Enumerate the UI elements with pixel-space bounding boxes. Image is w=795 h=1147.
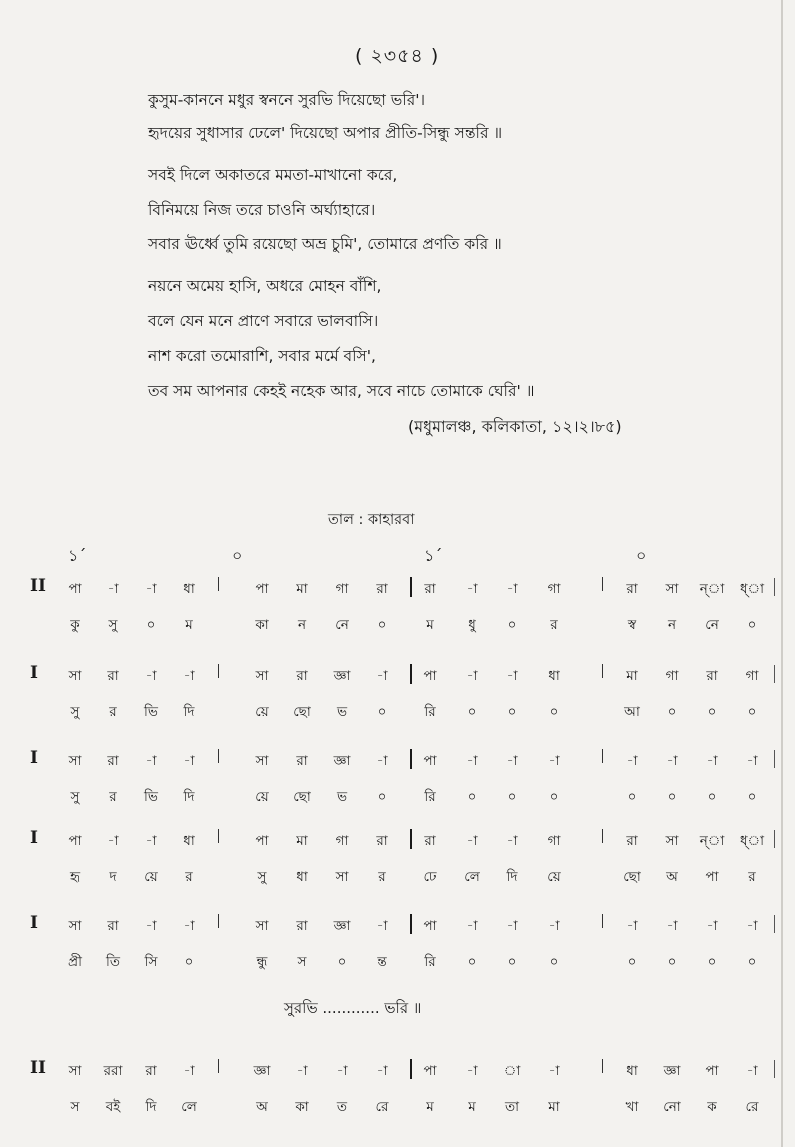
lyric-syllable: স: [70, 1099, 80, 1115]
swara-note: -া: [107, 581, 119, 597]
lyric-syllable: ০: [467, 954, 477, 970]
swara-note: জ্ঞা: [333, 918, 351, 934]
lyric-syllable: ০: [549, 789, 559, 805]
swara-note: -া: [548, 1063, 560, 1079]
swara-note: রা: [626, 833, 638, 849]
swara-note: পা: [423, 668, 437, 684]
lyric-syllable: ০: [549, 704, 559, 720]
swara-note: -া: [548, 918, 560, 934]
swara-note: ন্‌া: [699, 581, 725, 597]
swara-note: -া: [376, 918, 388, 934]
swara-note: সা: [665, 833, 679, 849]
lyric-syllable: রে: [375, 1099, 389, 1115]
bar-line: [218, 1059, 219, 1073]
lyric-syllable: লে: [181, 1099, 197, 1115]
lyric-syllable: ০: [747, 617, 757, 633]
swara-note: -া: [376, 668, 388, 684]
swara-row: [0, 750, 795, 774]
lyric-row: [0, 701, 795, 725]
swara-note: মা: [296, 833, 308, 849]
row-end-bar: [774, 915, 775, 933]
swara-note: -া: [746, 753, 758, 769]
swara-note: জ্ঞা: [333, 668, 351, 684]
lyric-syllable: ০: [507, 617, 517, 633]
lyric-syllable: ত: [336, 1099, 348, 1115]
row-start-marker: I: [30, 748, 38, 768]
lyric-syllable: ০: [747, 954, 757, 970]
swara-note: সা: [68, 753, 82, 769]
swara-note: -া: [626, 753, 638, 769]
lyric-syllable: সু: [70, 789, 80, 805]
swara-note: রা: [296, 668, 308, 684]
lyric-syllable: ০: [667, 789, 677, 805]
swara-note: -া: [145, 581, 157, 597]
swara-note: গা: [745, 668, 759, 684]
swara-row: [0, 665, 795, 689]
lyric-row: [0, 1096, 795, 1120]
swara-note: ধা: [183, 581, 195, 597]
bar-line: [410, 914, 412, 934]
lyric-syllable: প্রী: [68, 954, 82, 970]
swara-note: -া: [183, 753, 195, 769]
lyric-syllable: অ: [256, 1099, 268, 1115]
swara-note: -া: [376, 753, 388, 769]
bar-line: [602, 829, 603, 843]
lyric-syllable: র: [185, 869, 193, 885]
source-citation: (মধুমালঞ্চ, কলিকাতা, ১২।২।৮৫): [408, 417, 622, 436]
swara-note: সা: [255, 753, 269, 769]
lyric-syllable: ম: [185, 617, 193, 633]
lyric-syllable: কা: [295, 1099, 309, 1115]
lyric-syllable: ০: [667, 954, 677, 970]
swara-note: ধ্‌া: [739, 833, 765, 849]
poem-line: সবই দিলে অকাতরে মমতা-মাখানো করে,: [148, 166, 398, 184]
swara-note: গা: [547, 581, 561, 597]
lyric-syllable: কু: [70, 617, 80, 633]
swara-note: -া: [376, 1063, 388, 1079]
lyric-row: [0, 951, 795, 975]
bar-line: [602, 577, 603, 591]
swara-note: সা: [255, 918, 269, 934]
lyric-syllable: ০: [146, 617, 156, 633]
lyric-syllable: ০: [707, 789, 717, 805]
lyric-syllable: ০: [184, 954, 194, 970]
swara-note: রা: [296, 753, 308, 769]
bar-line: [602, 749, 603, 763]
row-end-bar: [774, 578, 775, 596]
swara-note: পা: [705, 1063, 719, 1079]
swara-note: -া: [746, 918, 758, 934]
swara-note: -া: [466, 918, 478, 934]
lyric-syllable: র: [550, 617, 558, 633]
swara-note: গা: [547, 833, 561, 849]
swara-note: া: [503, 1063, 521, 1079]
lyric-syllable: য়ে: [255, 789, 269, 805]
lyric-syllable: ক: [707, 1099, 717, 1115]
swara-note: -া: [506, 918, 518, 934]
swara-note: ধা: [548, 668, 560, 684]
lyric-syllable: য়ে: [255, 704, 269, 720]
beat-marker: ০: [636, 546, 647, 565]
bar-line: [218, 829, 219, 843]
swara-row: [0, 578, 795, 602]
swara-note: সা: [68, 1063, 82, 1079]
lyric-row: [0, 786, 795, 810]
lyric-syllable: মা: [548, 1099, 560, 1115]
lyric-syllable: তি: [106, 954, 120, 970]
swara-note: ধা: [183, 833, 195, 849]
swara-note: ন্‌া: [699, 833, 725, 849]
lyric-syllable: দি: [145, 1099, 157, 1115]
swara-note: পা: [255, 833, 269, 849]
poem-line: কুসুম-কাননে মধুর স্বননে সুরভি দিয়েছো ভরি'।: [148, 91, 426, 109]
lyric-syllable: ভি: [144, 789, 158, 805]
beat-marker: ০: [232, 546, 243, 565]
row-end-bar: [774, 665, 775, 683]
lyric-syllable: অ: [666, 869, 678, 885]
lyric-syllable: ০: [747, 704, 757, 720]
bar-line: [218, 577, 219, 591]
lyric-syllable: পা: [705, 869, 719, 885]
row-start-marker: II: [30, 1058, 46, 1078]
row-end-bar: [774, 1060, 775, 1078]
row-end-bar: [774, 830, 775, 848]
lyric-syllable: ন: [297, 617, 307, 633]
lyric-syllable: র: [109, 789, 117, 805]
lyric-syllable: ছো: [293, 704, 311, 720]
swara-note: -া: [466, 668, 478, 684]
lyric-syllable: ধা: [296, 869, 308, 885]
lyric-syllable: ০: [337, 954, 347, 970]
lyric-syllable: ০: [377, 704, 387, 720]
poem-line: সবার ঊর্ধ্বে তুমি রয়েছো অভ্র চুমি', তোমারে প্রণতি করি ॥: [148, 235, 502, 253]
swara-note: -া: [145, 918, 157, 934]
swara-note: -া: [706, 753, 718, 769]
swara-note: -া: [746, 1063, 758, 1079]
lyric-syllable: সু: [108, 617, 118, 633]
lyric-syllable: ০: [707, 704, 717, 720]
lyric-syllable: হৃ: [69, 869, 81, 885]
swara-note: -া: [183, 1063, 195, 1079]
swara-note: পা: [423, 753, 437, 769]
swara-note: -া: [145, 668, 157, 684]
swara-note: -া: [506, 833, 518, 849]
lyric-syllable: রে: [745, 1099, 759, 1115]
swara-note: -া: [506, 753, 518, 769]
bar-line: [218, 914, 219, 928]
swara-note: -া: [107, 833, 119, 849]
lyric-syllable: সা: [335, 869, 349, 885]
bar-line: [602, 664, 603, 678]
lyric-syllable: য়ে: [144, 869, 158, 885]
swara-note: সা: [255, 668, 269, 684]
swara-note: -া: [466, 833, 478, 849]
swara-note: -া: [706, 918, 718, 934]
row-start-marker: II: [30, 576, 46, 596]
lyric-syllable: ম: [426, 1099, 434, 1115]
lyric-syllable: ছো: [623, 869, 641, 885]
lyric-syllable: রি: [424, 704, 436, 720]
lyric-syllable: দ: [109, 869, 117, 885]
swara-note: রা: [107, 918, 119, 934]
lyric-syllable: ভ: [336, 789, 348, 805]
lyric-syllable: র: [378, 869, 386, 885]
lyric-syllable: সু: [257, 869, 267, 885]
swara-note: রা: [296, 918, 308, 934]
bar-line: [218, 664, 219, 678]
poem-line: নয়নে অমেয় হাসি, অধরে মোহন বাঁশি,: [148, 277, 382, 295]
lyric-syllable: ০: [627, 789, 637, 805]
swara-note: গা: [335, 581, 349, 597]
row-start-marker: I: [30, 913, 38, 933]
lyric-syllable: ০: [507, 954, 517, 970]
lyric-syllable: ভি: [144, 704, 158, 720]
lyric-syllable: ন্ত: [377, 954, 387, 970]
swara-note: রা: [107, 753, 119, 769]
bar-line: [602, 914, 603, 928]
lyric-syllable: র: [748, 869, 756, 885]
swara-note: সা: [68, 918, 82, 934]
beat-marker: ১´: [424, 546, 443, 565]
swara-note: রা: [424, 581, 436, 597]
lyric-syllable: রি: [424, 954, 436, 970]
lyric-syllable: খা: [625, 1099, 639, 1115]
lyric-syllable: ন্ধু: [256, 954, 268, 970]
swara-note: ররা: [103, 1063, 123, 1079]
swara-note: রা: [626, 581, 638, 597]
lyric-syllable: লে: [464, 869, 480, 885]
swara-note: -া: [666, 753, 678, 769]
refrain-line: সুরভি ............ ভরি ॥: [284, 999, 422, 1017]
swara-row: [0, 830, 795, 854]
swara-note: -া: [145, 833, 157, 849]
lyric-row: [0, 614, 795, 638]
lyric-syllable: স: [297, 954, 307, 970]
swara-note: পা: [68, 833, 82, 849]
lyric-syllable: ০: [747, 789, 757, 805]
swara-note: -া: [183, 918, 195, 934]
lyric-syllable: ০: [507, 704, 517, 720]
lyric-syllable: স্ব: [627, 617, 637, 633]
lyric-syllable: ০: [627, 954, 637, 970]
lyric-syllable: ভ: [336, 704, 348, 720]
lyric-syllable: ম: [426, 617, 434, 633]
tal-heading: তাল : কাহারবা: [328, 512, 415, 528]
lyric-syllable: ০: [467, 704, 477, 720]
swara-note: রা: [145, 1063, 157, 1079]
swara-note: -া: [466, 581, 478, 597]
swara-note: রা: [107, 668, 119, 684]
swara-note: গা: [335, 833, 349, 849]
poem-line: বলে যেন মনে প্রাণে সবারে ভালবাসি।: [148, 312, 379, 330]
swara-note: রা: [376, 581, 388, 597]
lyric-syllable: ছো: [293, 789, 311, 805]
lyric-syllable: রি: [424, 789, 436, 805]
lyric-syllable: দি: [183, 704, 195, 720]
lyric-syllable: কা: [255, 617, 269, 633]
lyric-syllable: ০: [507, 789, 517, 805]
swara-note: সা: [68, 668, 82, 684]
swara-note: -া: [296, 1063, 308, 1079]
lyric-syllable: ০: [549, 954, 559, 970]
lyric-syllable: ঢে: [423, 869, 437, 885]
lyric-syllable: র: [109, 704, 117, 720]
lyric-syllable: ০: [377, 617, 387, 633]
swara-note: রা: [376, 833, 388, 849]
swara-note: পা: [68, 581, 82, 597]
swara-row: [0, 915, 795, 939]
lyric-syllable: নো: [663, 1099, 681, 1115]
swara-note: রা: [706, 668, 718, 684]
bar-line: [410, 577, 412, 597]
lyric-syllable: তা: [504, 1099, 520, 1115]
lyric-syllable: বই: [105, 1099, 121, 1115]
swara-note: রা: [424, 833, 436, 849]
lyric-syllable: ০: [377, 789, 387, 805]
swara-note: মা: [296, 581, 308, 597]
swara-note: -া: [145, 753, 157, 769]
swara-note: -া: [626, 918, 638, 934]
row-start-marker: I: [30, 663, 38, 683]
row-end-bar: [774, 750, 775, 768]
lyric-syllable: য়ে: [547, 869, 561, 885]
swara-note: -া: [336, 1063, 348, 1079]
swara-note: জ্ঞা: [333, 753, 351, 769]
beat-marker: ১´: [68, 546, 87, 565]
bar-line: [218, 749, 219, 763]
page-number: ( ২৩৫৪ ): [355, 45, 440, 67]
swara-note: পা: [423, 1063, 437, 1079]
swara-note: গা: [665, 668, 679, 684]
swara-note: -া: [666, 918, 678, 934]
bar-line: [410, 1059, 412, 1079]
lyric-syllable: সি: [144, 954, 158, 970]
swara-note: জ্ঞা: [253, 1063, 271, 1079]
bar-line: [410, 829, 412, 849]
swara-note: -া: [466, 753, 478, 769]
lyric-syllable: নে: [705, 617, 719, 633]
lyric-syllable: আ: [624, 704, 640, 720]
bar-line: [602, 1059, 603, 1073]
swara-note: -া: [506, 581, 518, 597]
swara-note: -া: [548, 753, 560, 769]
bar-line: [410, 664, 412, 684]
lyric-syllable: দি: [183, 789, 195, 805]
lyric-syllable: ধু: [468, 617, 476, 633]
swara-note: -া: [466, 1063, 478, 1079]
lyric-syllable: সু: [70, 704, 80, 720]
swara-note: -া: [183, 668, 195, 684]
swara-note: পা: [423, 918, 437, 934]
lyric-syllable: ০: [667, 704, 677, 720]
swara-note: পা: [255, 581, 269, 597]
lyric-syllable: ন: [667, 617, 677, 633]
poem-line: নাশ করো তমোরাশি, সবার মর্মে বসি',: [148, 347, 376, 365]
lyric-row: [0, 866, 795, 890]
lyric-syllable: ০: [467, 789, 477, 805]
swara-note: মা: [626, 668, 638, 684]
swara-note: ধ্‌া: [739, 581, 765, 597]
bar-line: [410, 749, 412, 769]
lyric-syllable: দি: [506, 869, 518, 885]
poem-line: হৃদয়ের সুধাসার ঢেলে' দিয়েছো অপার প্রীতি-সিন্ধু সন্তরি ॥: [148, 124, 503, 142]
lyric-syllable: ০: [707, 954, 717, 970]
lyric-syllable: নে: [335, 617, 349, 633]
swara-note: সা: [665, 581, 679, 597]
row-start-marker: I: [30, 828, 38, 848]
poem-line: বিনিময়ে নিজ তরে চাওনি অর্ঘ্যাহারে।: [148, 201, 376, 219]
swara-note: -া: [506, 668, 518, 684]
swara-note: ধা: [626, 1063, 638, 1079]
swara-note: জ্ঞা: [663, 1063, 681, 1079]
lyric-syllable: ম: [468, 1099, 476, 1115]
poem-line: তব সম আপনার কেহই নহেক আর, সবে নাচে তোমাকে ঘেরি' ॥: [148, 382, 535, 400]
swara-row: [0, 1060, 795, 1084]
